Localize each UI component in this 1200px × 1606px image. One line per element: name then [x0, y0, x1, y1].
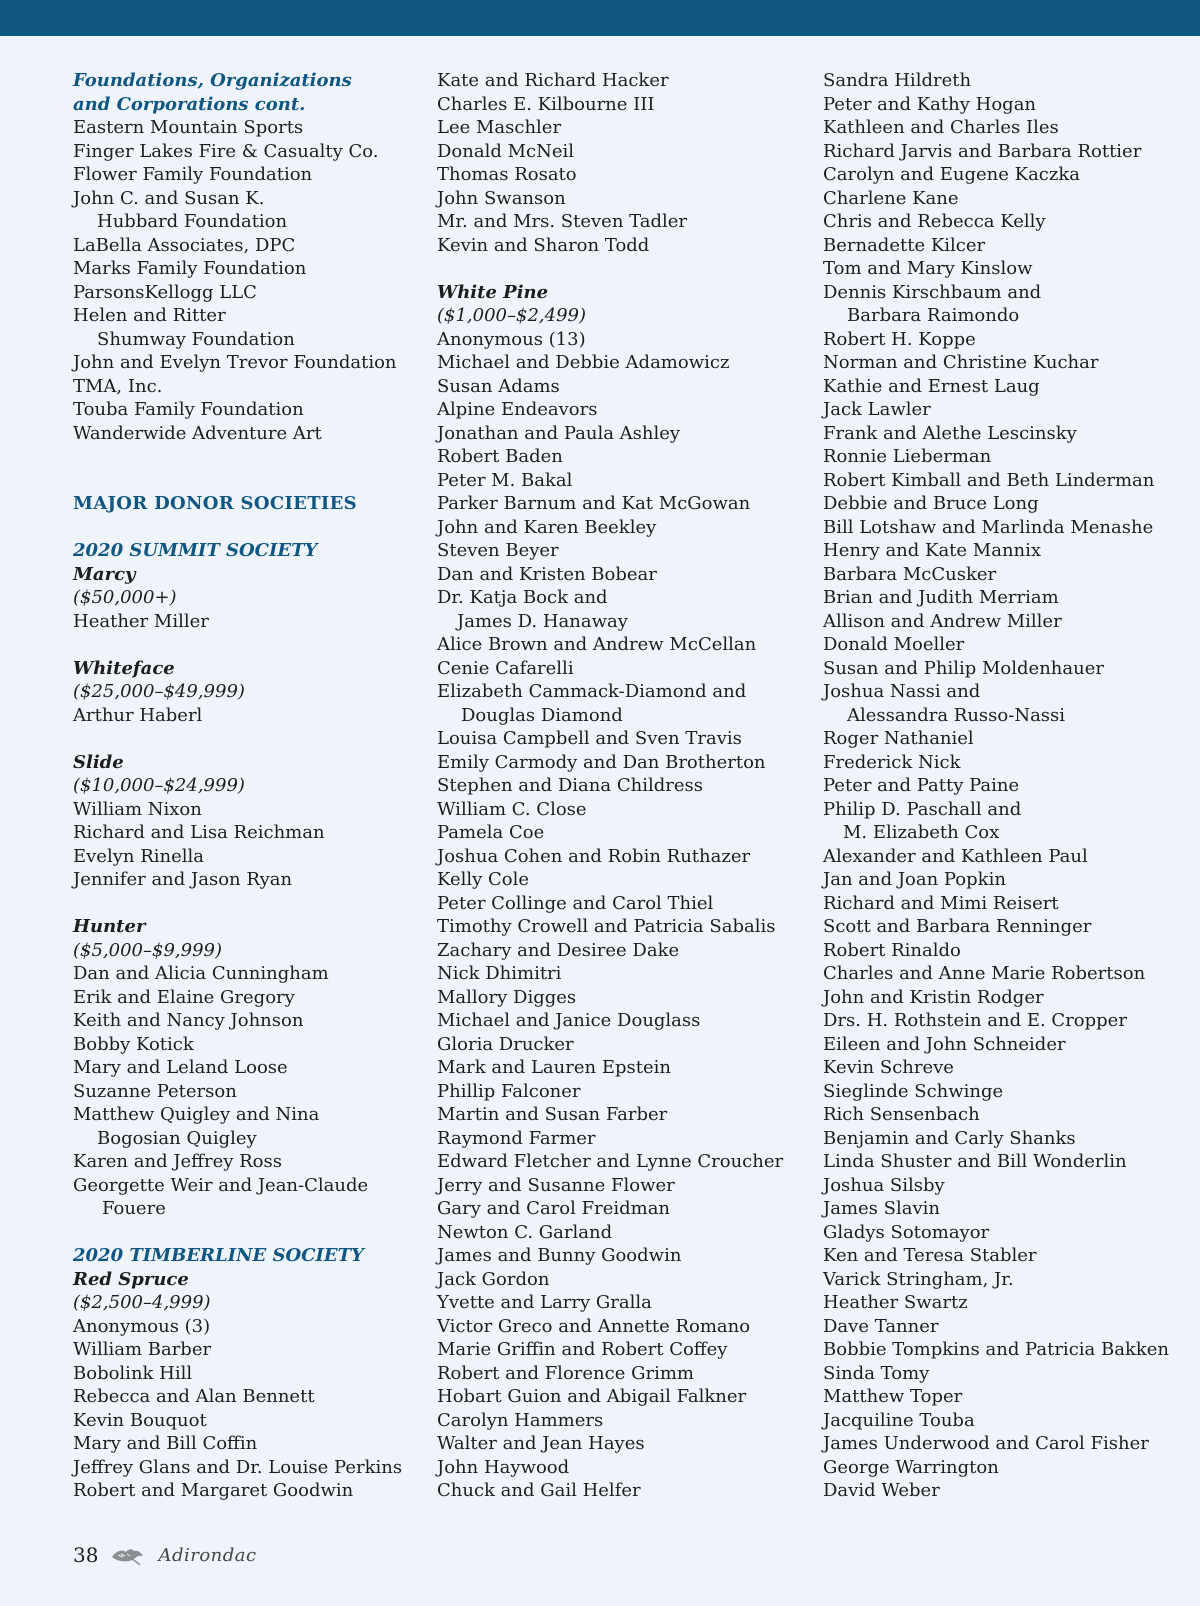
list-item: LaBella Associates, DPC: [73, 234, 296, 256]
list-item: Kathie and Ernest Laug: [823, 375, 1040, 397]
level-range: ($1,000–$2,499): [437, 305, 587, 326]
list-item: Michael and Debbie Adamowicz: [437, 352, 730, 373]
header-band: [0, 0, 1200, 36]
list-item: Eileen and John Schneider: [823, 1033, 1066, 1055]
list-item: Robert and Florence Grimm: [437, 1362, 694, 1384]
list-item: Hobart Guion and Abigail Falkner: [437, 1386, 747, 1407]
list-item: Karen and Jeffrey Ross: [73, 1151, 282, 1172]
list-item: Raymond Farmer: [437, 1127, 596, 1149]
list-item: Kevin and Sharon Todd: [437, 234, 650, 256]
list-item: Sandra Hildreth: [823, 70, 972, 91]
list-item: Phillip Falconer: [437, 1080, 581, 1102]
list-item: Kevin Bouquot: [73, 1409, 207, 1431]
list-item: Norman and Christine Kuchar: [823, 352, 1099, 373]
list-item: Jack Gordon: [437, 1268, 550, 1290]
list-item: Cenie Cafarelli: [437, 657, 574, 679]
list-item: Anonymous (13): [437, 328, 586, 350]
list-item: Henry and Kate Mannix: [823, 540, 1042, 561]
list-item: Robert Rinaldo: [823, 939, 961, 961]
list-item: John and Karen Beekley: [437, 516, 657, 538]
list-item: Kevin Schreve: [823, 1057, 954, 1078]
list-item: Matthew Quigley and Nina: [73, 1104, 320, 1125]
page-number: 38: [73, 1543, 99, 1567]
list-item: Steven Beyer: [437, 540, 559, 561]
list-item: ParsonsKellogg LLC: [73, 281, 257, 303]
list-item: Heather Swartz: [823, 1292, 968, 1313]
list-item: Gladys Sotomayor: [823, 1221, 990, 1243]
list-item: Keith and Nancy Johnson: [73, 1010, 304, 1031]
list-item: Tom and Mary Kinslow: [823, 258, 1033, 279]
list-item: Michael and Janice Douglass: [437, 1010, 701, 1031]
list-item: Richard and Mimi Reisert: [823, 892, 1059, 914]
list-item: Jeffrey Glans and Dr. Louise Perkins: [73, 1456, 403, 1478]
list-item: Carolyn and Eugene Kaczka: [823, 164, 1081, 185]
list-item: Stephen and Diana Childress: [437, 775, 703, 796]
list-item: John and Kristin Rodger: [823, 986, 1044, 1008]
list-item: Evelyn Rinella: [73, 845, 205, 867]
list-item: Frederick Nick: [823, 751, 961, 773]
list-item: Louisa Campbell and Sven Travis: [437, 728, 742, 749]
list-item: Marie Griffin and Robert Coffey: [437, 1339, 728, 1360]
list-item: Erik and Elaine Gregory: [73, 986, 295, 1008]
list-item: Shumway Foundation: [97, 328, 295, 350]
list-item: Bobby Kotick: [73, 1033, 194, 1055]
list-item: Arthur Haberl: [73, 704, 203, 726]
list-item: William C. Close: [437, 798, 587, 820]
level-title: White Pine: [437, 281, 549, 303]
list-item: Newton C. Garland: [437, 1221, 613, 1243]
page-footer: [73, 1540, 257, 1570]
list-item: Benjamin and Carly Shanks: [823, 1127, 1076, 1149]
list-item: Bill Lotshaw and Marlinda Menashe: [823, 516, 1154, 538]
section-heading-cont: and Corporations cont.: [73, 93, 306, 115]
list-item: Alexander and Kathleen Paul: [823, 845, 1088, 867]
list-item: Heather Miller: [73, 610, 209, 632]
level-title: Hunter: [73, 916, 146, 937]
list-item: Edward Fletcher and Lynne Croucher: [437, 1151, 784, 1172]
list-item: Jacquiline Touba: [823, 1409, 975, 1431]
list-item: Wanderwide Adventure Art: [73, 422, 322, 444]
list-item: Mallory Digges: [437, 986, 577, 1008]
list-item: Donald McNeil: [437, 140, 575, 162]
list-item: Chris and Rebecca Kelly: [823, 211, 1046, 232]
list-item: John Haywood: [437, 1456, 570, 1478]
list-item: Alpine Endeavors: [437, 399, 598, 420]
list-item: John C. and Susan K.: [73, 187, 265, 209]
list-item: Dr. Katja Bock and: [437, 587, 608, 608]
list-item: Victor Greco and Annette Romano: [437, 1315, 751, 1337]
summit-society-heading: 2020 SUMMIT SOCIETY: [73, 540, 318, 561]
level-range: ($5,000–$9,999): [73, 939, 223, 961]
list-item: Barbara McCusker: [823, 563, 997, 585]
list-item: Yvette and Larry Gralla: [437, 1292, 652, 1313]
list-item: Richard Jarvis and Barbara Rottier: [823, 140, 1142, 162]
list-item: Marks Family Foundation: [73, 258, 307, 279]
list-item: Mr. and Mrs. Steven Tadler: [437, 211, 688, 232]
level-range: ($25,000–$49,999): [73, 681, 245, 702]
list-item: Jan and Joan Popkin: [823, 869, 1006, 890]
list-item: Helen and Ritter: [73, 305, 226, 326]
list-item: Brian and Judith Merriam: [823, 587, 1059, 608]
list-item: David Weber: [823, 1480, 940, 1501]
list-item: Peter and Kathy Hogan: [823, 93, 1037, 115]
list-item: Allison and Andrew Miller: [823, 610, 1062, 632]
list-item: Georgette Weir and Jean-Claude: [73, 1174, 369, 1196]
level-range: ($50,000+): [73, 587, 177, 608]
list-item: Rebecca and Alan Bennett: [73, 1386, 315, 1407]
list-item: Parker Barnum and Kat McGowan: [437, 493, 751, 514]
list-item: Frank and Alethe Lescinsky: [823, 422, 1077, 444]
list-item: Chuck and Gail Helfer: [437, 1480, 641, 1501]
list-item: Kate and Richard Hacker: [437, 70, 669, 91]
corporations-list: [73, 116, 418, 445]
list-item: Barbara Raimondo: [847, 305, 1020, 326]
list-item: Sieglinde Schwinge: [823, 1080, 1004, 1102]
list-item: Peter M. Bakal: [437, 469, 573, 491]
list-item: Carolyn Hammers: [437, 1409, 604, 1431]
list-item: Joshua Silsby: [823, 1174, 945, 1196]
list-item: Richard and Lisa Reichman: [73, 822, 325, 843]
list-item: Douglas Diamond: [461, 704, 623, 726]
list-item: Gary and Carol Freidman: [437, 1198, 671, 1219]
list-item: Timothy Crowell and Patricia Sabalis: [437, 916, 776, 937]
column-1: [73, 69, 418, 1503]
list-item: Joshua Nassi and: [823, 681, 981, 702]
list-item: Robert and Margaret Goodwin: [73, 1480, 354, 1501]
list-item: Fouere: [102, 1198, 166, 1219]
list-item: Ronnie Lieberman: [823, 446, 992, 467]
list-item: Gloria Drucker: [437, 1033, 574, 1055]
list-item: Susan Adams: [437, 375, 560, 397]
level-range: ($10,000–$24,999): [73, 775, 245, 796]
list-item: Kelly Cole: [437, 869, 530, 890]
level-title: Marcy: [73, 563, 136, 585]
list-item: James Slavin: [823, 1198, 940, 1219]
column-3: [823, 69, 1193, 1503]
list-item: Robert H. Koppe: [823, 328, 976, 350]
list-item: Mark and Lauren Epstein: [437, 1057, 671, 1078]
list-item: Nick Dhimitri: [437, 963, 562, 984]
list-item: Matthew Toper: [823, 1386, 963, 1407]
list-item: Jennifer and Jason Ryan: [73, 869, 293, 890]
list-item: Hubbard Foundation: [97, 211, 288, 232]
list-item: Zachary and Desiree Dake: [437, 939, 680, 961]
list-item: Donald Moeller: [823, 634, 965, 655]
list-item: Jack Lawler: [823, 399, 931, 420]
list-item: James D. Hanaway: [457, 610, 628, 632]
list-item: John and Evelyn Trevor Foundation: [73, 352, 397, 373]
list-item: Bobbie Tompkins and Patricia Bakken: [823, 1339, 1169, 1360]
level-range: ($2,500–4,999): [73, 1292, 211, 1313]
list-item: Philip D. Paschall and: [823, 798, 1022, 820]
list-item: Bernadette Kilcer: [823, 234, 986, 256]
list-item: Suzanne Peterson: [73, 1080, 237, 1102]
list-item: Anonymous (3): [73, 1315, 211, 1337]
list-item: Touba Family Foundation: [73, 399, 304, 420]
list-item: Bogosian Quigley: [97, 1127, 257, 1149]
list-item: Linda Shuster and Bill Wonderlin: [823, 1151, 1127, 1172]
list-item: Scott and Barbara Renninger: [823, 916, 1092, 937]
list-item: James and Bunny Goodwin: [437, 1245, 682, 1266]
list-item: Charles E. Kilbourne III: [437, 93, 655, 115]
list-item: Dan and Alicia Cunningham: [73, 963, 329, 984]
column-2: [437, 69, 807, 1503]
list-item: Mary and Bill Coffin: [73, 1433, 258, 1454]
major-donor-heading: MAJOR DONOR SOCIETIES: [73, 493, 357, 514]
loon-icon: [110, 1543, 146, 1567]
list-item: Charlene Kane: [823, 187, 959, 209]
list-item: Mary and Leland Loose: [73, 1057, 288, 1078]
list-item: Jerry and Susanne Flower: [437, 1174, 675, 1196]
section-heading: Foundations, Organizations: [73, 70, 352, 91]
list-item: Dave Tanner: [823, 1315, 939, 1337]
list-item: Ken and Teresa Stabler: [823, 1245, 1037, 1266]
magazine-name: Adirondac: [158, 1544, 257, 1566]
list-item: M. Elizabeth Cox: [843, 822, 1000, 843]
list-item: George Warrington: [823, 1456, 999, 1478]
list-item: Rich Sensenbach: [823, 1104, 980, 1125]
timberline-society-heading: 2020 TIMBERLINE SOCIETY: [73, 1245, 364, 1266]
list-item: Lee Maschler: [437, 117, 562, 138]
list-item: Bobolink Hill: [73, 1362, 193, 1384]
list-item: Sinda Tomy: [823, 1362, 930, 1384]
list-item: Thomas Rosato: [437, 164, 577, 185]
list-item: Eastern Mountain Sports: [73, 117, 304, 138]
list-item: Elizabeth Cammack-Diamond and: [437, 681, 747, 702]
list-item: Kathleen and Charles Iles: [823, 117, 1059, 138]
list-item: Robert Kimball and Beth Linderman: [823, 469, 1155, 491]
level-title: Slide: [73, 751, 124, 773]
list-item: Pamela Coe: [437, 822, 545, 843]
list-item: James Underwood and Carol Fisher: [823, 1433, 1149, 1454]
list-item: William Nixon: [73, 798, 202, 820]
list-item: Walter and Jean Hayes: [437, 1433, 645, 1454]
list-item: TMA, Inc.: [73, 375, 163, 397]
list-item: Finger Lakes Fire & Casualty Co.: [73, 140, 379, 162]
level-title: Red Spruce: [73, 1268, 189, 1290]
list-item: Dan and Kristen Bobear: [437, 563, 657, 585]
list-item: Charles and Anne Marie Robertson: [823, 963, 1146, 984]
list-item: Dennis Kirschbaum and: [823, 281, 1042, 303]
list-item: Drs. H. Rothstein and E. Cropper: [823, 1010, 1127, 1031]
list-item: Alessandra Russo-Nassi: [847, 704, 1066, 726]
level-title: Whiteface: [73, 657, 175, 679]
list-item: Joshua Cohen and Robin Ruthazer: [437, 845, 751, 867]
list-item: Flower Family Foundation: [73, 164, 313, 185]
list-item: William Barber: [73, 1339, 212, 1360]
list-item: John Swanson: [437, 187, 566, 209]
list-item: Debbie and Bruce Long: [823, 493, 1039, 514]
list-item: Robert Baden: [437, 446, 563, 467]
list-item: Peter and Patty Paine: [823, 775, 1020, 796]
list-item: Susan and Philip Moldenhauer: [823, 657, 1104, 679]
list-item: Varick Stringham, Jr.: [823, 1268, 1014, 1290]
list-item: Martin and Susan Farber: [437, 1104, 668, 1125]
list-item: Jonathan and Paula Ashley: [437, 422, 681, 444]
list-item: Roger Nathaniel: [823, 728, 974, 749]
list-item: Emily Carmody and Dan Brotherton: [437, 751, 766, 773]
list-item: Peter Collinge and Carol Thiel: [437, 892, 714, 914]
list-item: Alice Brown and Andrew McCellan: [437, 634, 757, 655]
